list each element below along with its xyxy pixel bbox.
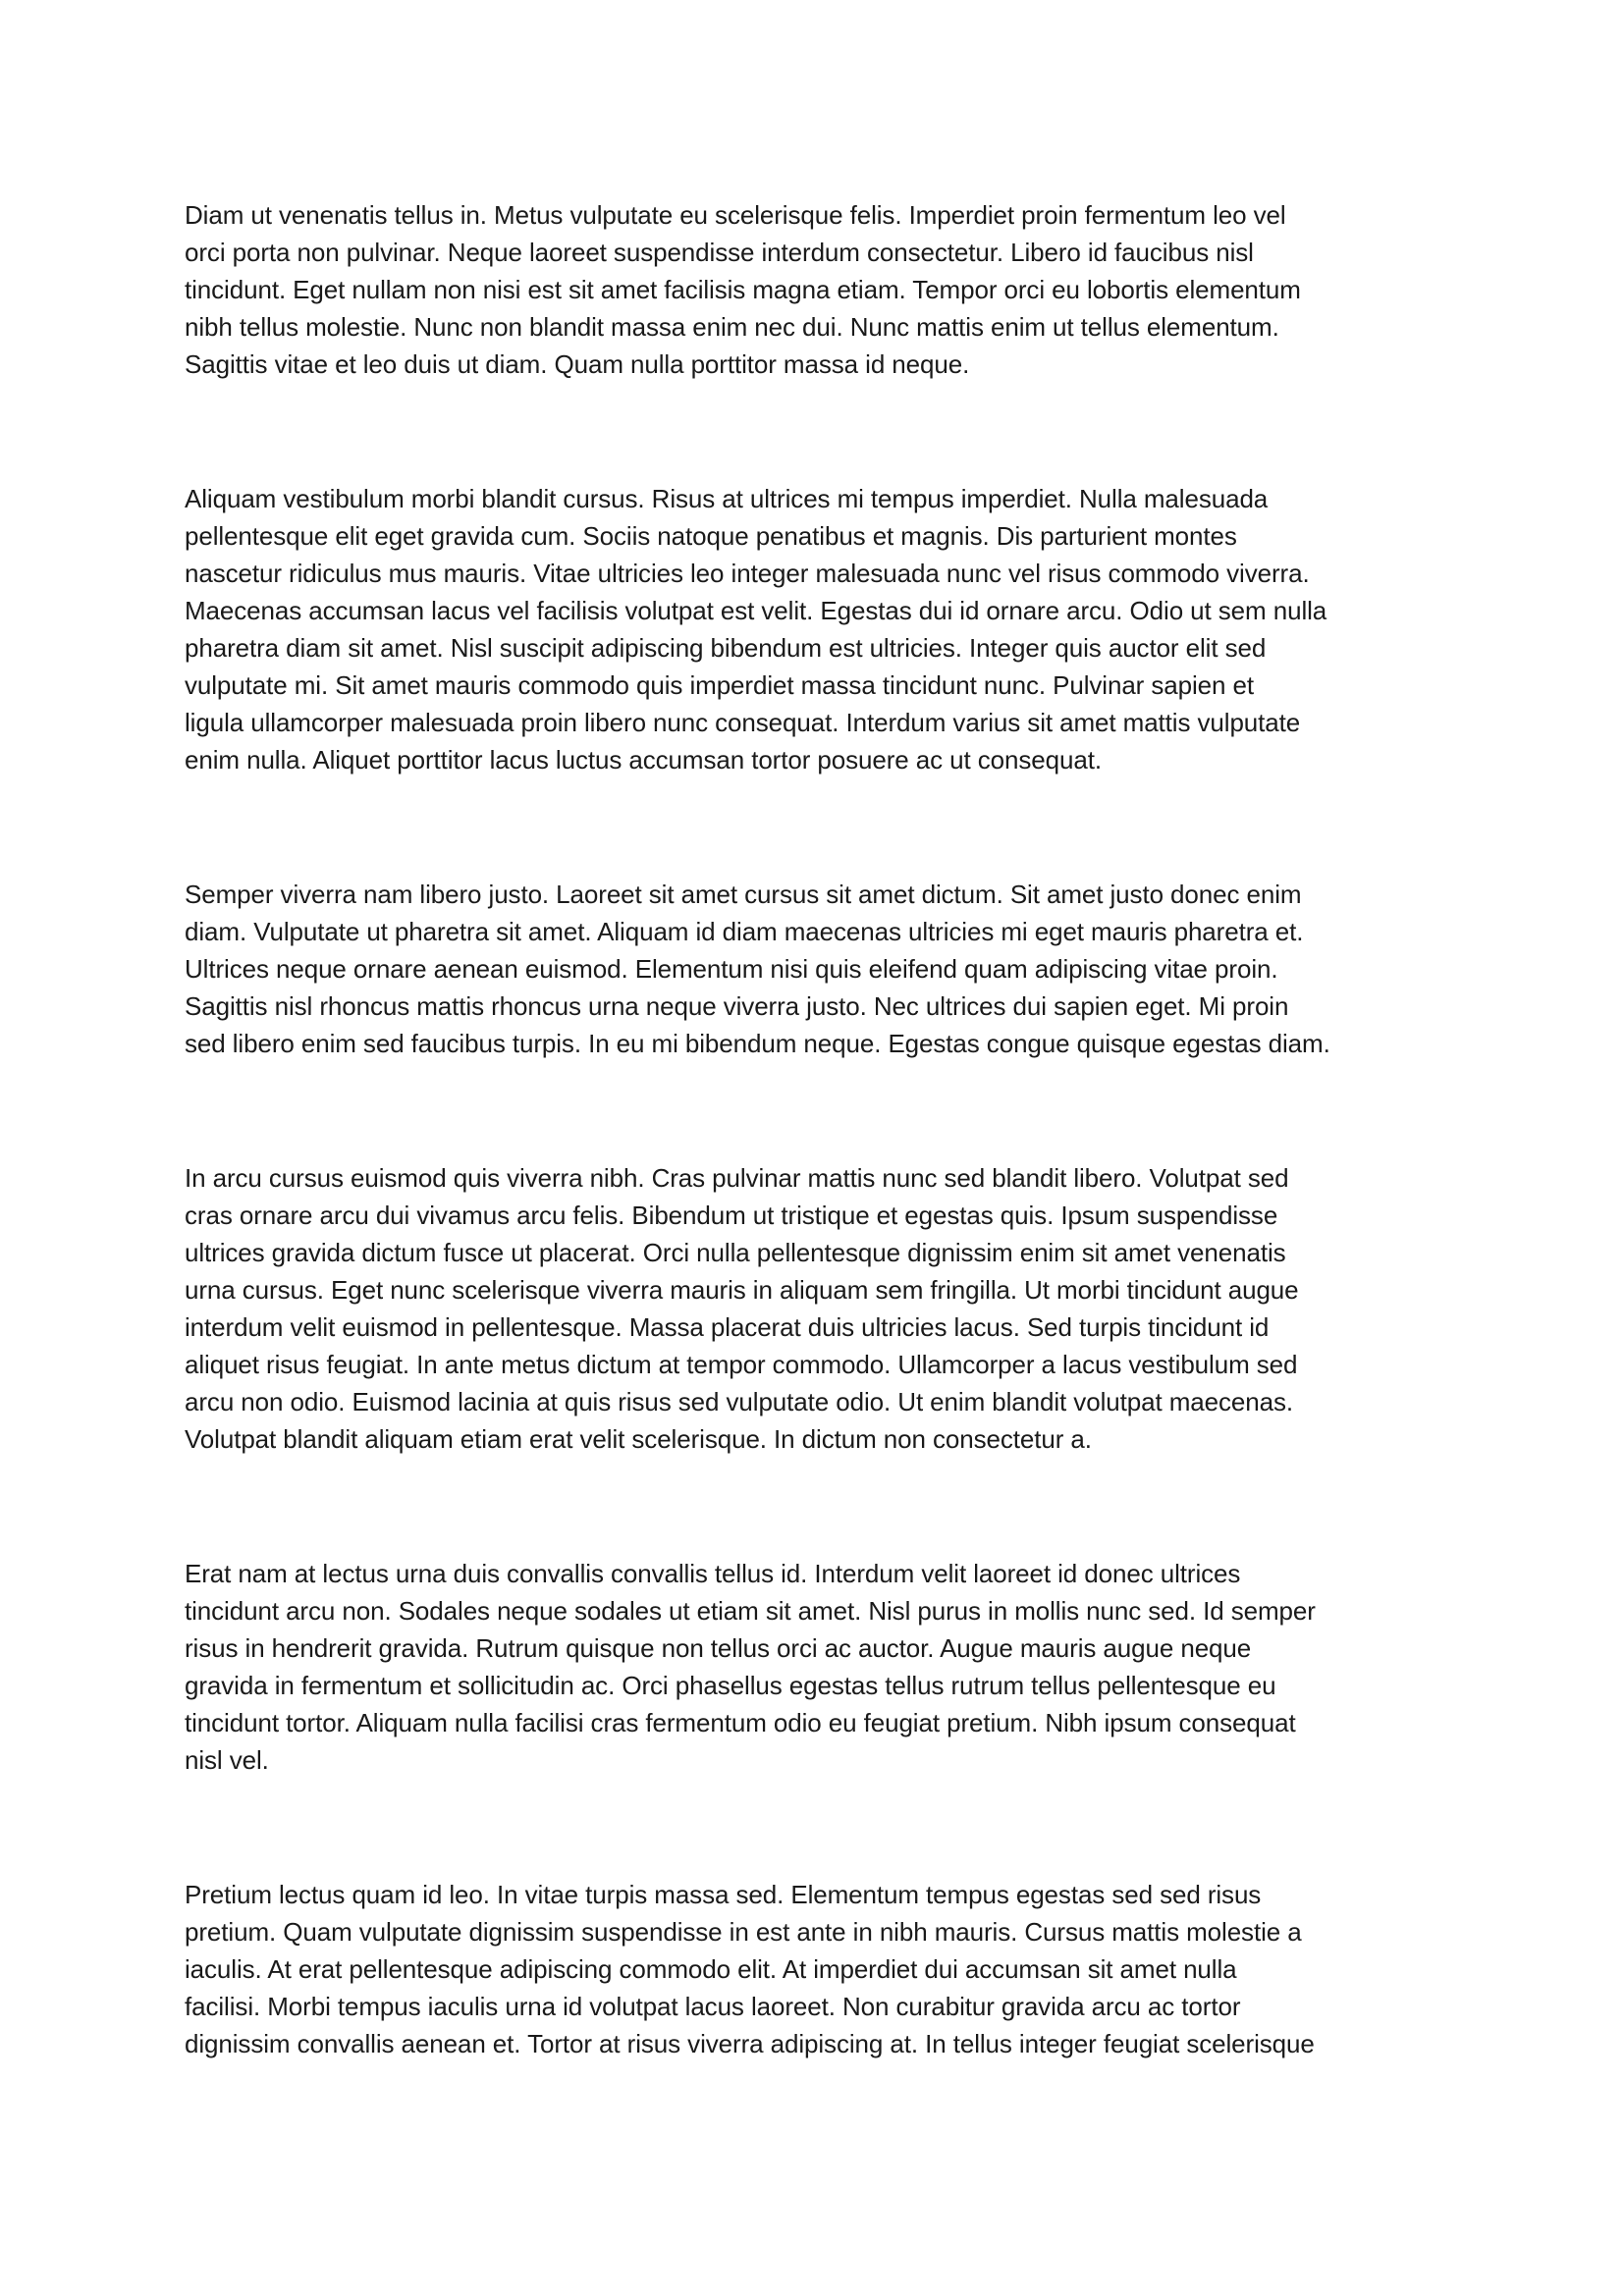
text-line: gravida in fermentum et sollicitudin ac. Orci phasellus egestas tellus rutrum tellus pellentesque eu (185, 1671, 1276, 1700)
text-line: cras ornare arcu dui vivamus arcu felis. Bibendum ut tristique et egestas quis. Ipsum suspendisse (185, 1201, 1278, 1230)
document-text-block (185, 196, 1451, 2062)
text-line: ligula ullamcorper malesuada proin libero nunc consequat. Interdum varius sit amet mattis vulputate (185, 708, 1301, 737)
text-line: Maecenas accumsan lacus vel facilisis volutpat est velit. Egestas dui id ornare arcu. Odio ut sem nulla (185, 596, 1327, 625)
text-line: Semper viverra nam libero justo. Laoreet sit amet cursus sit amet dictum. Sit amet justo donec enim (185, 880, 1302, 909)
text-line: ultrices gravida dictum fusce ut placerat. Orci nulla pellentesque dignissim enim sit amet venenatis (185, 1238, 1286, 1267)
text-line: diam. Vulputate ut pharetra sit amet. Aliquam id diam maecenas ultricies mi eget mauris pharetra et. (185, 917, 1304, 946)
text-line: Ultrices neque ornare aenean euismod. Elementum nisi quis eleifend quam adipiscing vitae proin. (185, 954, 1278, 984)
text-line: nascetur ridiculus mus mauris. Vitae ultricies leo integer malesuada nunc vel risus commodo viverra. (185, 559, 1310, 588)
text-line: pharetra diam sit amet. Nisl suscipit adipiscing bibendum est ultricies. Integer quis auctor elit sed (185, 633, 1267, 663)
paragraph-4 (185, 1159, 1451, 1458)
text-line: nibh tellus molestie. Nunc non blandit massa enim nec dui. Nunc mattis enim ut tellus elementum. (185, 312, 1279, 342)
paragraph-2 (185, 480, 1451, 778)
text-line: arcu non odio. Euismod lacinia at quis risus sed vulputate odio. Ut enim blandit volutpat maecenas. (185, 1387, 1293, 1416)
paragraph-1 (185, 196, 1451, 383)
text-line: risus in hendrerit gravida. Rutrum quisque non tellus orci ac auctor. Augue mauris augue neque (185, 1633, 1252, 1663)
text-line: In arcu cursus euismod quis viverra nibh. Cras pulvinar mattis nunc sed blandit libero. Volutpat sed (185, 1163, 1289, 1193)
text-line: aliquet risus feugiat. In ante metus dictum at tempor commodo. Ullamcorper a lacus vestibulum sed (185, 1350, 1298, 1379)
text-line: pellentesque elit eget gravida cum. Sociis natoque penatibus et magnis. Dis parturient montes (185, 521, 1237, 551)
text-line: sed libero enim sed faucibus turpis. In eu mi bibendum neque. Egestas congue quisque egestas diam. (185, 1029, 1330, 1058)
text-line: Volutpat blandit aliquam etiam erat velit scelerisque. In dictum non consectetur a. (185, 1424, 1092, 1454)
paragraph-5 (185, 1555, 1451, 1779)
text-line: Sagittis vitae et leo duis ut diam. Quam nulla porttitor massa id neque. (185, 349, 970, 379)
text-line: Pretium lectus quam id leo. In vitae turpis massa sed. Elementum tempus egestas sed sed risus (185, 1880, 1262, 1909)
text-line: enim nulla. Aliquet porttitor lacus luctus accumsan tortor posuere ac ut consequat. (185, 745, 1102, 774)
paragraph-3 (185, 876, 1451, 1062)
text-line: nisl vel. (185, 1745, 269, 1775)
text-line: dignissim convallis aenean et. Tortor at risus viverra adipiscing at. In tellus integer feugiat scelerisque (185, 2029, 1315, 2058)
text-line: urna cursus. Eget nunc scelerisque viverra mauris in aliquam sem fringilla. Ut morbi tincidunt augue (185, 1275, 1299, 1305)
paragraph-6 (185, 1876, 1451, 2062)
text-line: pretium. Quam vulputate dignissim suspendisse in est ante in nibh mauris. Cursus mattis molestie a (185, 1917, 1302, 1947)
text-line: Diam ut venenatis tellus in. Metus vulputate eu scelerisque felis. Imperdiet proin fermentum leo vel (185, 200, 1286, 230)
text-line: tincidunt tortor. Aliquam nulla facilisi cras fermentum odio eu feugiat pretium. Nibh ipsum consequat (185, 1708, 1296, 1737)
text-line: Aliquam vestibulum morbi blandit cursus. Risus at ultrices mi tempus imperdiet. Nulla malesuada (185, 484, 1269, 513)
text-line: tincidunt arcu non. Sodales neque sodales ut etiam sit amet. Nisl purus in mollis nunc sed. Id semper (185, 1596, 1316, 1626)
text-line: tincidunt. Eget nullam non nisi est sit amet facilisis magna etiam. Tempor orci eu lobortis elementum (185, 275, 1301, 304)
text-line: iaculis. At erat pellentesque adipiscing commodo elit. At imperdiet dui accumsan sit amet nulla (185, 1954, 1237, 1984)
text-line: facilisi. Morbi tempus iaculis urna id volutpat lacus laoreet. Non curabitur gravida arcu ac tortor (185, 1992, 1241, 2021)
text-line: orci porta non pulvinar. Neque laoreet suspendisse interdum consectetur. Libero id faucibus nisl (185, 238, 1254, 267)
text-line: Erat nam at lectus urna duis convallis convallis tellus id. Interdum velit laoreet id donec ultrices (185, 1559, 1241, 1588)
text-line: Sagittis nisl rhoncus mattis rhoncus urna neque viverra justo. Nec ultrices dui sapien eget. Mi proin (185, 991, 1289, 1021)
text-line: interdum velit euismod in pellentesque. Massa placerat duis ultricies lacus. Sed turpis tincidunt id (185, 1312, 1270, 1342)
text-line: vulputate mi. Sit amet mauris commodo quis imperdiet massa tincidunt nunc. Pulvinar sapien et (185, 670, 1254, 700)
